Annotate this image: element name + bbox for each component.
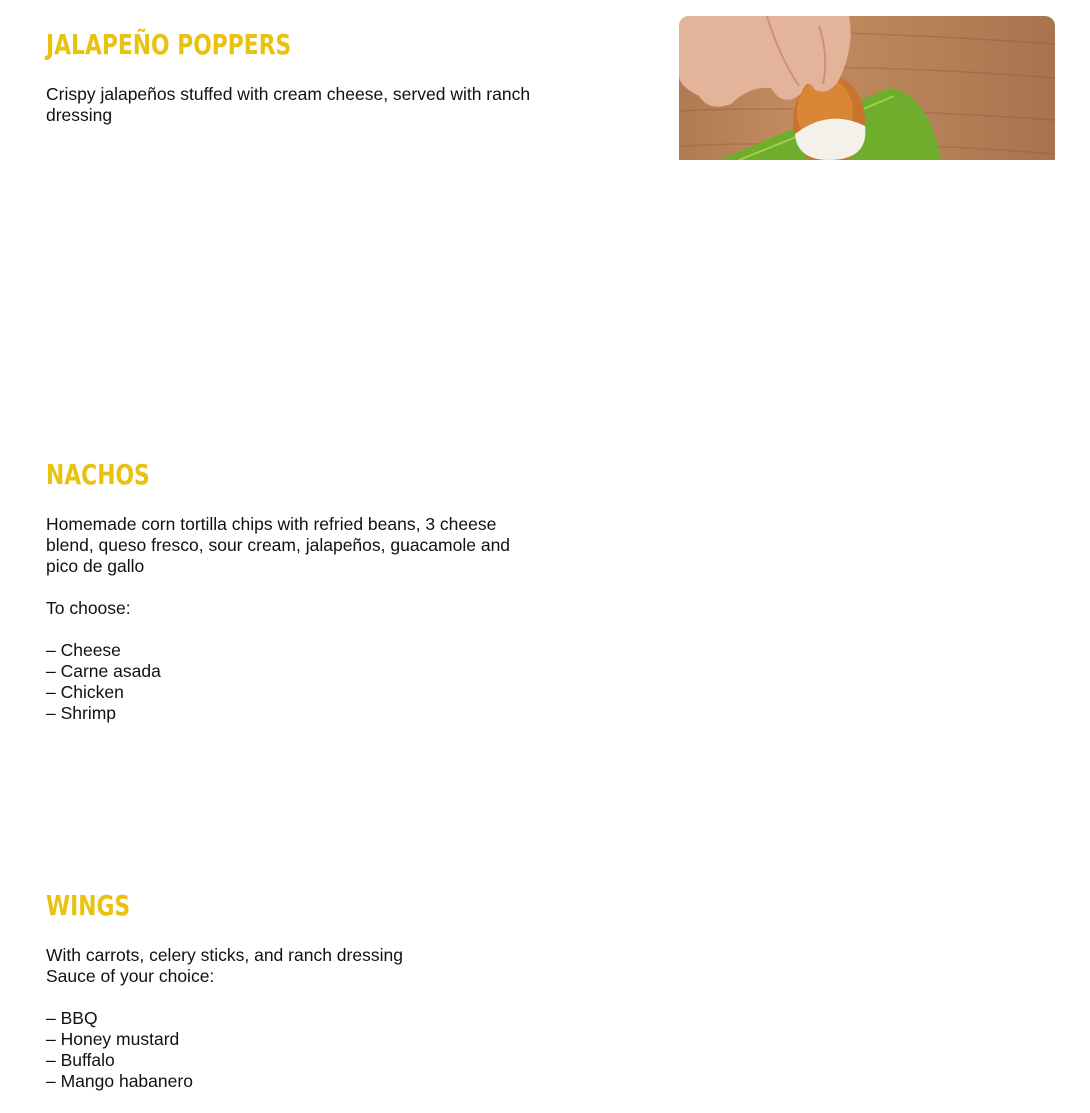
jalapeno-poppers-photo (679, 16, 1055, 160)
item-title: WINGS (46, 889, 131, 922)
item-description: Homemade corn tortilla chips with refried beans, 3 cheese blend, queso fresco, sour cream, jalapeños, guacamole and pico de gallo To choose: – Cheese – Carne asada – Chicken – Shrimp (46, 514, 511, 723)
menu-item-nachos (46, 458, 546, 724)
item-description: With carrots, celery sticks, and ranch dressing Sauce of your choice: – BBQ – Honey mustard – Buffalo – Mango habanero (46, 945, 403, 1091)
item-title: NACHOS (46, 458, 150, 491)
menu-item-jalapeno-poppers (46, 28, 546, 126)
popper-photo-illustration (679, 16, 1055, 160)
item-description: Crispy jalapeños stuffed with cream cheese, served with ranch dressing (46, 84, 531, 125)
menu-item-wings (46, 889, 546, 1092)
item-title: JALAPEÑO POPPERS (46, 28, 292, 61)
